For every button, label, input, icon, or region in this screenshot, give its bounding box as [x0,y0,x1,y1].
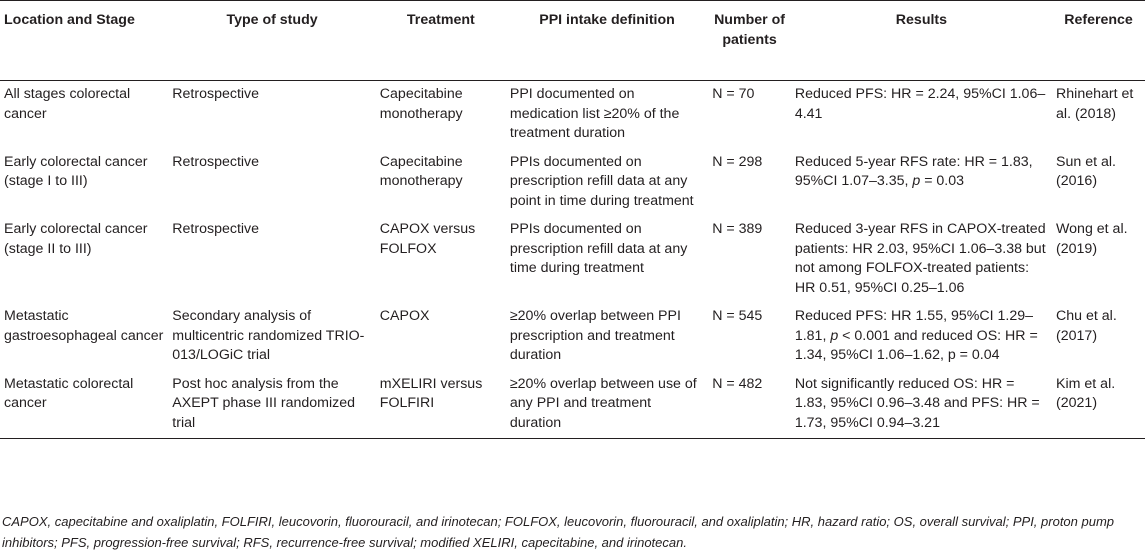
results-text: Reduced PFS: HR 1.55, 95%CI 1.29–1.81, [794,308,1033,344]
cell-treatment: CAPOX versus FOLFOX [379,221,476,257]
cell-ppi-definition: ≥20% overlap between use of any PPI and treatment duration [509,375,697,431]
header-type-of-study: Type of study [226,12,318,28]
table-row [0,81,1145,149]
header-ppi-definition: PPI intake definition [539,12,675,28]
cell-treatment: Capecitabine monotherapy [379,86,463,122]
header-location: Location and Stage [4,12,135,28]
cell-type-of-study: Retrospective [172,86,260,102]
results-text: Reduced 5-year RFS rate: HR = 1.83, 95%CI 1.07–3.35, [794,153,1033,189]
cell-location: Early colorectal cancer (stage I to III) [4,153,148,189]
table-footnote: CAPOX, capecitabine and oxaliplatin, FOLFIRI, leucovorin, fluorouracil, and irinotecan; FOLFOX, leucovorin, fluorouracil, and oxaliplatin; HR, hazard ratio; OS, overall survival; PPI, proton pump inhibitors; PFS, progression-free survival; RFS, recurrence-free survival; modified XELIRI, capecitabine, and irinotecan. [2,514,1115,550]
header-number-of-patients: Number of patients [714,12,785,48]
table-row [0,149,1145,217]
cell-results [791,149,1052,217]
cell-reference: Kim et al. (2021) [1056,375,1116,411]
table-row [0,371,1145,439]
header-row [0,1,1145,81]
cell-results: Reduced PFS: HR = 2.24, 95%CI 1.06–4.41 [794,86,1046,122]
cell-number-of-patients: N = 389 [712,221,763,237]
cell-reference: Rhinehart et al. (2018) [1056,86,1134,122]
header-reference: Reference [1064,12,1133,28]
cell-reference: Chu et al. (2017) [1056,308,1117,344]
cell-ppi-definition: PPIs documented on prescription refill data at any point in time during treatment [509,153,694,209]
header-treatment: Treatment [406,12,475,28]
cell-location: Metastatic colorectal cancer [4,375,134,411]
cell-type-of-study: Retrospective [172,221,260,237]
cell-number-of-patients: N = 70 [712,86,755,102]
cell-location: Metastatic gastroesophageal cancer [4,308,164,344]
cell-reference: Wong et al. (2019) [1056,221,1128,257]
cell-location: Early colorectal cancer (stage II to III) [4,221,148,257]
cell-results: Not significantly reduced OS: HR = 1.83, 95%CI 0.96–3.48 and PFS: HR = 1.73, 95%CI 0.94–3.21 [794,375,1040,431]
cell-ppi-definition: PPIs documented on prescription refill data at any time during treatment [509,221,688,276]
cell-results [791,303,1052,371]
table-header [0,1,1145,81]
cell-ppi-definition: ≥20% overlap between PPI prescription and treatment duration [509,308,681,363]
table-body [0,81,1145,439]
results-text: < 0.001 and reduced OS: HR = 1.34, 95%CI 1.06–1.62, p = 0.04 [794,327,1038,363]
table-row [0,303,1145,371]
table-row [0,216,1145,303]
cell-ppi-definition: PPI documented on medication list ≥20% of the treatment duration [509,86,680,141]
header-results: Results [895,12,948,28]
p-value-symbol: p [912,173,921,189]
cell-number-of-patients: N = 482 [712,375,763,392]
cell-number-of-patients: N = 298 [712,153,763,170]
cell-location: All stages colorectal cancer [4,86,131,122]
cell-type-of-study: Post hoc analysis from the AXEPT phase III randomized trial [172,375,355,431]
results-text: = 0.03 [920,173,965,189]
cell-type-of-study: Retrospective [172,153,260,170]
cell-results: Reduced 3-year RFS in CAPOX-treated patients: HR 2.03, 95%CI 1.06–3.38 but not among FOLFOX-treated patients: HR 0.51, 95%CI 0.25–1.06 [794,221,1046,296]
cell-treatment: Capecitabine monotherapy [379,153,463,189]
cell-treatment: mXELIRI versus FOLFIRI [379,375,483,411]
cell-number-of-patients: N = 545 [712,308,763,324]
p-value-symbol: p [830,327,839,344]
cell-type-of-study: Secondary analysis of multicentric randomized TRIO-013/LOGiC trial [172,308,365,363]
cell-reference: Sun et al. (2016) [1056,153,1116,189]
cell-treatment: CAPOX [379,308,430,324]
